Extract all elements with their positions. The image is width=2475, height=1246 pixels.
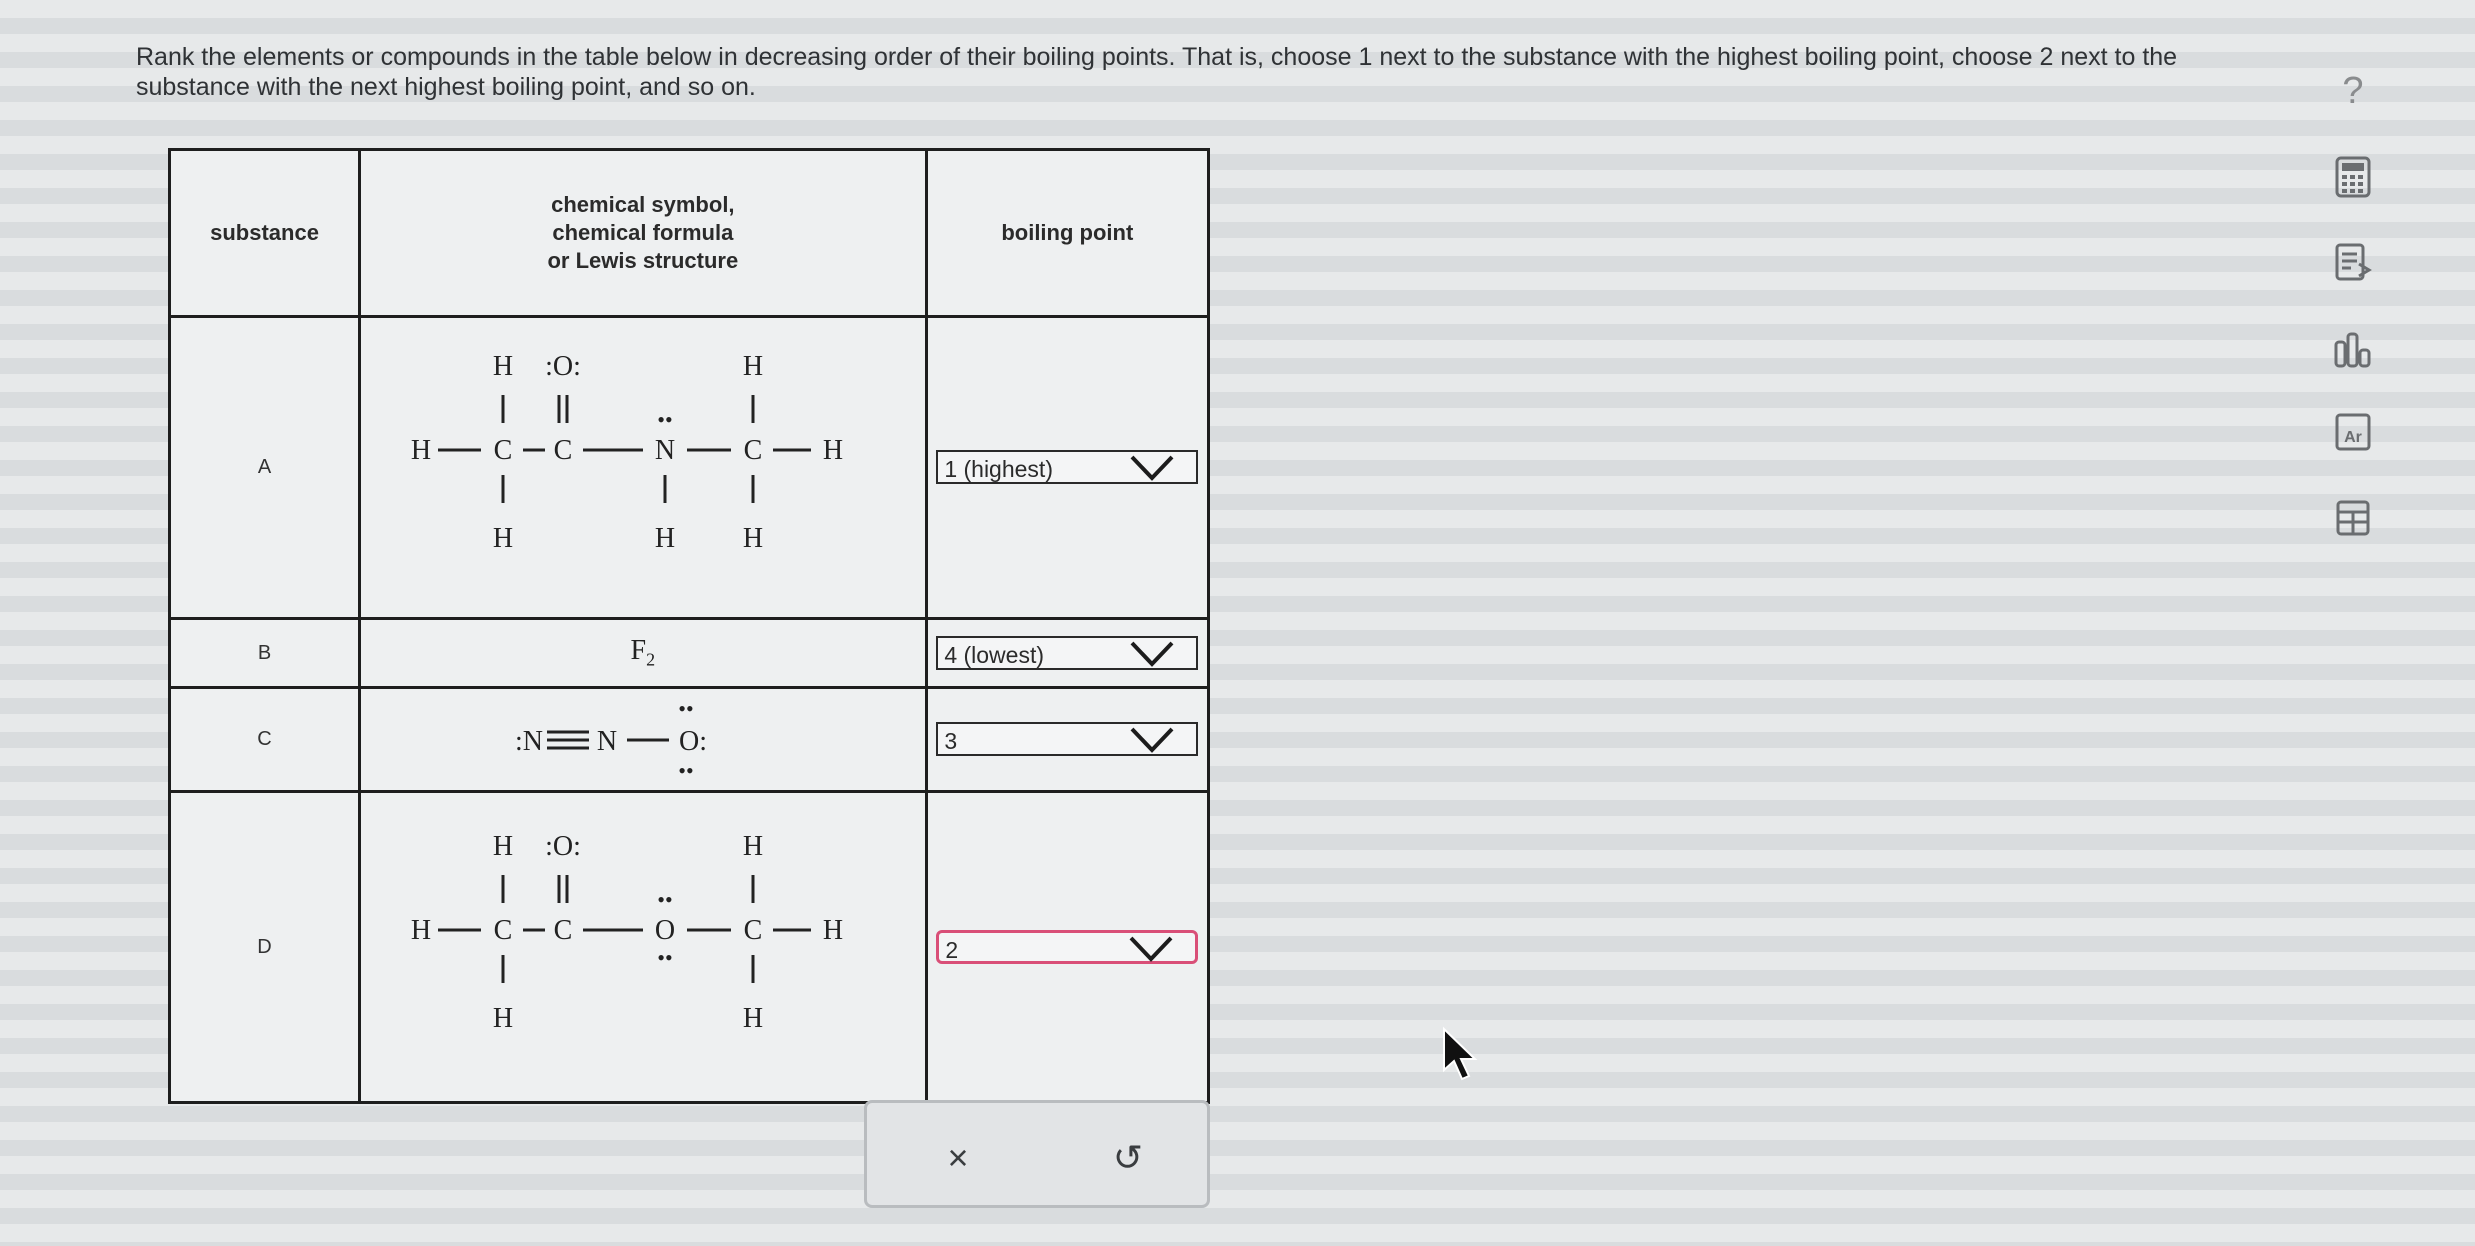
table-row <box>170 687 1209 791</box>
question-mark-icon: ? <box>2342 70 2364 112</box>
svg-text:O:: O: <box>678 726 707 758</box>
row-c-structure-cell <box>360 687 927 791</box>
svg-text::N: :N <box>514 726 543 758</box>
svg-text:H: H <box>742 351 763 383</box>
row-label: D <box>257 935 272 958</box>
data-table-icon <box>2334 498 2372 538</box>
svg-text:N: N <box>654 435 675 467</box>
mouse-pointer-icon <box>1440 1026 1480 1084</box>
chart-button[interactable] <box>2332 328 2374 370</box>
header-chem-line2: chemical formula <box>552 219 734 245</box>
lewis-structure-a <box>393 347 893 587</box>
svg-text:C: C <box>493 915 513 946</box>
rank-dropdown-b[interactable] <box>936 636 1198 670</box>
svg-text:C: C <box>553 915 573 946</box>
row-label: B <box>257 641 272 664</box>
notes-button[interactable] <box>2332 242 2374 284</box>
svg-text::O:: :O: <box>544 831 581 862</box>
row-c-boiling-cell <box>926 687 1208 791</box>
svg-text:H: H <box>492 351 513 383</box>
row-b-label-cell <box>170 619 360 687</box>
calculator-icon <box>2334 156 2372 198</box>
header-chem-line1: chemical symbol, <box>551 191 735 217</box>
row-label: C <box>257 727 272 750</box>
formula-symbol: F <box>630 635 647 667</box>
row-b-structure-cell <box>360 619 927 687</box>
close-icon: × <box>947 1137 969 1178</box>
periodic-table-button[interactable] <box>2332 412 2374 454</box>
svg-text:••: •• <box>678 696 694 722</box>
table-row <box>170 619 1209 687</box>
svg-text:N: N <box>596 726 617 758</box>
svg-text:H: H <box>492 1003 513 1034</box>
bar-chart-icon <box>2333 328 2373 370</box>
row-c-label-cell <box>170 687 360 791</box>
rank-dropdown-c[interactable] <box>936 722 1198 756</box>
header-chem-line3: or Lewis structure <box>547 247 739 273</box>
svg-text:H: H <box>822 435 843 467</box>
svg-text:H: H <box>742 1003 763 1034</box>
svg-text:••: •• <box>657 887 673 912</box>
svg-text:Ar: Ar <box>2344 429 2362 446</box>
svg-text:C: C <box>743 915 763 946</box>
question-prompt: Rank the elements or compounds in the table below in decreasing order of their boiling points. That is, choose 1 next to the substance with the highest boiling point, choose 2 next to the substance with the next highest boiling point, and so on. <box>136 43 2178 101</box>
rank-value-d: 2 <box>945 937 959 963</box>
rank-dropdown-d[interactable] <box>936 930 1198 964</box>
svg-text:••: •• <box>657 945 673 970</box>
chevron-down-icon <box>1130 726 1174 754</box>
rank-dropdown-a[interactable] <box>936 450 1198 484</box>
table-row <box>170 316 1209 619</box>
table-header-row <box>170 150 1209 317</box>
row-a-label-cell <box>170 316 360 619</box>
rank-value-b: 4 (lowest) <box>944 642 1045 669</box>
substance-table <box>168 148 1210 1104</box>
row-d-label-cell <box>170 792 360 1103</box>
row-d-structure-cell <box>360 792 927 1103</box>
lewis-structure-c <box>493 694 793 784</box>
row-a-boiling-cell <box>926 316 1208 619</box>
svg-text:H: H <box>492 831 513 862</box>
svg-text:••: •• <box>678 758 694 784</box>
calculator-button[interactable] <box>2332 156 2374 198</box>
data-table-button[interactable] <box>2332 498 2374 540</box>
header-chemical <box>360 150 927 317</box>
svg-text:H: H <box>410 435 431 467</box>
undo-button[interactable] <box>1103 1133 1153 1183</box>
svg-text:H: H <box>654 523 675 555</box>
svg-text:H: H <box>492 523 513 555</box>
chevron-down-icon <box>1130 640 1174 668</box>
formula-subscript: 2 <box>646 649 656 670</box>
svg-text:••: •• <box>657 407 673 433</box>
table-row <box>170 792 1209 1103</box>
chevron-down-icon <box>1130 454 1174 482</box>
row-a-structure-cell <box>360 316 927 619</box>
clear-button[interactable] <box>933 1133 983 1183</box>
chevron-down-icon <box>1129 935 1173 963</box>
svg-text:H: H <box>742 523 763 555</box>
periodic-table-icon <box>2334 412 2372 452</box>
row-d-boiling-cell <box>926 792 1208 1103</box>
svg-text:C: C <box>493 435 513 467</box>
svg-text:C: C <box>553 435 573 467</box>
svg-text:H: H <box>822 915 843 946</box>
header-boiling-point: boiling point <box>926 150 1208 317</box>
svg-text::O:: :O: <box>544 351 581 383</box>
lewis-structure-d <box>393 827 893 1067</box>
notes-icon <box>2333 242 2373 284</box>
svg-text:C: C <box>743 435 763 467</box>
help-button[interactable] <box>2332 70 2374 112</box>
rank-value-a: 1 (highest) <box>944 456 1053 483</box>
answer-toolbar <box>864 1100 1210 1208</box>
svg-text:H: H <box>742 831 763 862</box>
row-b-boiling-cell <box>926 619 1208 687</box>
row-label: A <box>257 455 272 478</box>
undo-icon: ↺ <box>1112 1137 1144 1178</box>
header-substance: substance <box>170 150 360 317</box>
svg-text:H: H <box>410 915 431 946</box>
rank-value-c: 3 <box>944 728 958 755</box>
formula-f2 <box>630 635 656 670</box>
svg-text:O: O <box>654 915 675 946</box>
